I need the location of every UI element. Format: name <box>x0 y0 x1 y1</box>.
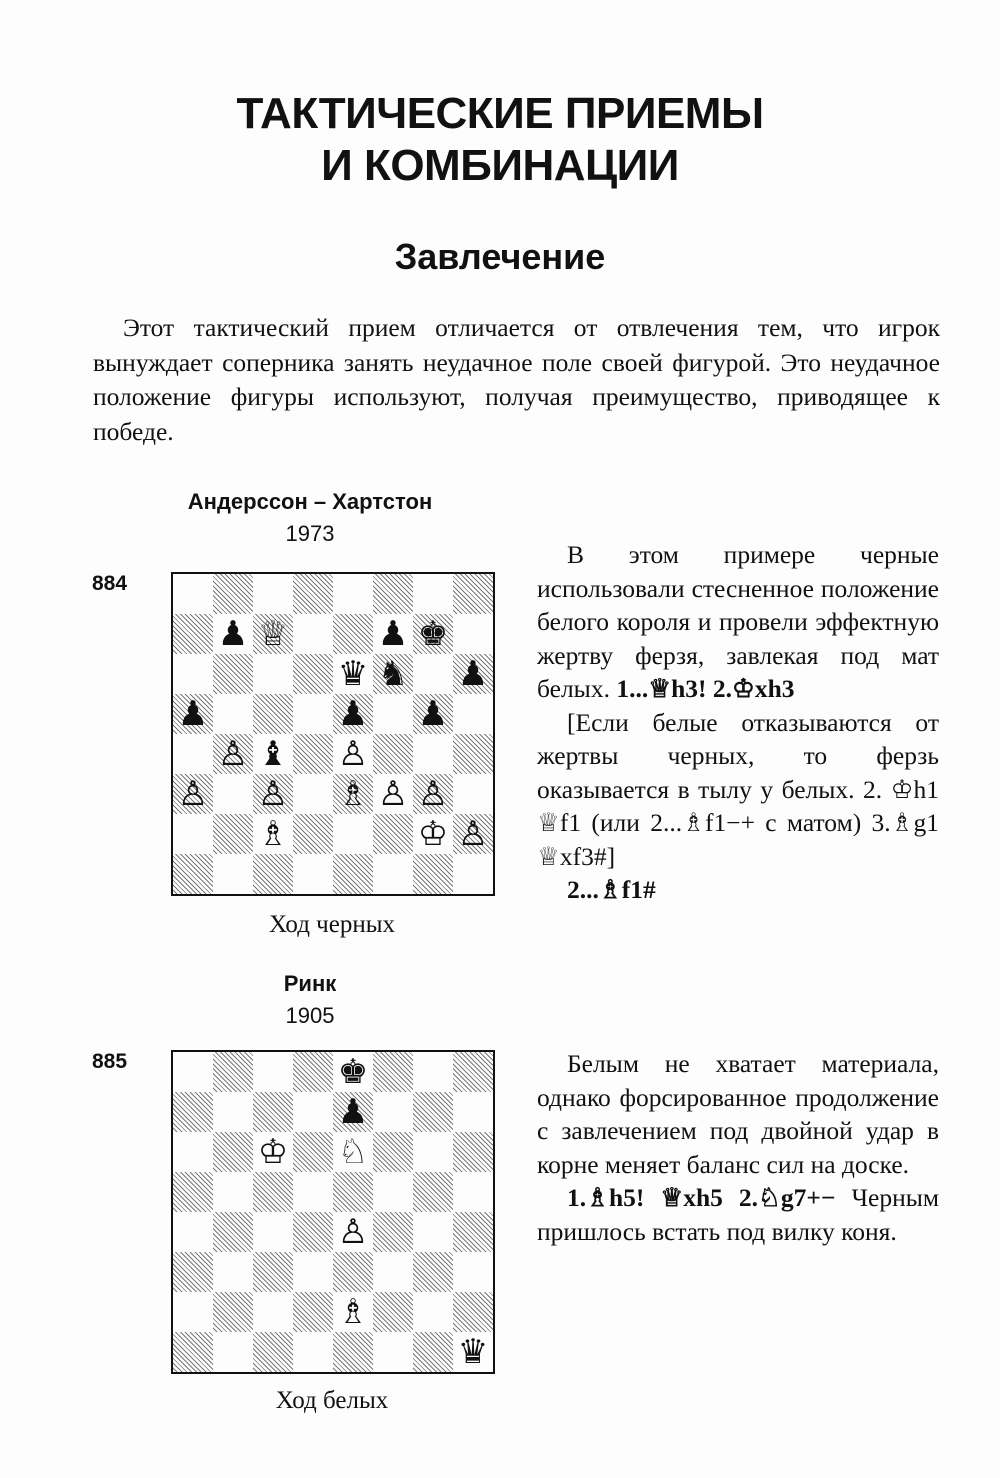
piece-glyph: ♟ <box>177 694 209 734</box>
board-square-c1 <box>253 1332 293 1372</box>
board-square-d2 <box>293 1292 333 1332</box>
chess-piece-b4 <box>213 734 253 774</box>
board-square-g6 <box>413 1132 453 1172</box>
piece-glyph: ♙ <box>337 1212 369 1252</box>
piece-glyph: ♟ <box>457 654 489 694</box>
board-square-e1 <box>333 854 373 894</box>
board-square-g1 <box>413 1332 453 1372</box>
board-square-c7 <box>253 1092 293 1132</box>
board-square-b2 <box>213 1292 253 1332</box>
game-header-884 <box>100 486 520 550</box>
piece-glyph: ♙ <box>417 774 449 814</box>
chess-piece-h1 <box>453 1332 493 1372</box>
board-square-b6 <box>213 654 253 694</box>
chess-piece-g3 <box>413 774 453 814</box>
chess-piece-c7 <box>253 614 293 654</box>
board-square-h8 <box>453 1052 493 1092</box>
piece-glyph: ♛ <box>337 654 369 694</box>
board-square-h7 <box>453 614 493 654</box>
board-square-h6 <box>453 1132 493 1172</box>
game-year: 1973 <box>285 521 335 546</box>
piece-glyph: ♝ <box>257 734 289 774</box>
board-square-f3 <box>373 1252 413 1292</box>
piece-glyph: ♗ <box>337 774 369 814</box>
chess-piece-e2 <box>333 1292 373 1332</box>
board-square-e1 <box>333 1332 373 1372</box>
board-square-f2 <box>373 1292 413 1332</box>
commentary-paragraph <box>537 1181 939 1248</box>
board-square-g5 <box>413 1172 453 1212</box>
piece-glyph: ♙ <box>217 734 249 774</box>
board-square-a1 <box>173 1332 213 1372</box>
board-square-g8 <box>413 1052 453 1092</box>
piece-glyph: ♘ <box>337 1132 369 1172</box>
game-players: Андерссон – Хартстон <box>187 489 433 514</box>
board-square-d7 <box>293 1092 333 1132</box>
chess-piece-f3 <box>373 774 413 814</box>
board-square-d6 <box>293 654 333 694</box>
board-square-c5 <box>253 1172 293 1212</box>
board-square-f5 <box>373 1172 413 1212</box>
board-square-h5 <box>453 694 493 734</box>
board-square-d2 <box>293 814 333 854</box>
board-square-d6 <box>293 1132 333 1172</box>
board-square-f2 <box>373 814 413 854</box>
board-square-a7 <box>173 1092 213 1132</box>
commentary-884 <box>537 538 939 907</box>
board-square-f8 <box>373 574 413 614</box>
board-square-b3 <box>213 774 253 814</box>
board-square-f6 <box>373 1132 413 1172</box>
board-square-d4 <box>293 1212 333 1252</box>
chess-piece-c6 <box>253 1132 293 1172</box>
game-year: 1905 <box>285 1003 335 1028</box>
chess-piece-b7 <box>213 614 253 654</box>
chess-piece-h6 <box>453 654 493 694</box>
chess-piece-e4 <box>333 734 373 774</box>
board-square-b7 <box>213 1092 253 1132</box>
board-square-h1 <box>453 854 493 894</box>
piece-glyph: ♚ <box>417 614 449 654</box>
chess-piece-c3 <box>253 774 293 814</box>
board-square-c3 <box>253 1252 293 1292</box>
piece-glyph: ♗ <box>337 1292 369 1332</box>
game-players: Ринк <box>283 971 337 996</box>
board-square-d5 <box>293 1172 333 1212</box>
board-square-d1 <box>293 1332 333 1372</box>
title-line-2: И КОМБИНАЦИИ <box>321 141 679 190</box>
piece-glyph: ♙ <box>257 774 289 814</box>
piece-glyph: ♟ <box>337 1092 369 1132</box>
commentary-text: В этом примере черные использовали стесненное положение белого короля и провели эффектную жертву ферзя, завлекая под мат белых. <box>537 540 939 703</box>
chess-piece-e3 <box>333 774 373 814</box>
board-square-a8 <box>173 574 213 614</box>
board-square-f1 <box>373 854 413 894</box>
board-square-d1 <box>293 854 333 894</box>
board-square-b1 <box>213 854 253 894</box>
board-square-f1 <box>373 1332 413 1372</box>
board-square-d8 <box>293 1052 333 1092</box>
board-square-d5 <box>293 694 333 734</box>
chess-piece-c4 <box>253 734 293 774</box>
board-square-f4 <box>373 734 413 774</box>
diagram-number: 885 <box>92 1050 128 1073</box>
board-square-a2 <box>173 1292 213 1332</box>
chess-piece-e6 <box>333 1132 373 1172</box>
chess-piece-c2 <box>253 814 293 854</box>
piece-glyph: ♟ <box>417 694 449 734</box>
board-square-e5 <box>333 1172 373 1212</box>
title-line-1: ТАКТИЧЕСКИЕ ПРИЕМЫ <box>236 89 764 138</box>
move-notation <box>537 873 939 907</box>
diagram-caption: Ход белых <box>275 1387 389 1414</box>
board-square-c8 <box>253 1052 293 1092</box>
board-square-h3 <box>453 1252 493 1292</box>
board-square-f4 <box>373 1212 413 1252</box>
piece-glyph: ♙ <box>177 774 209 814</box>
board-square-a5 <box>173 1172 213 1212</box>
commentary-paragraph <box>537 538 939 706</box>
diagram-caption: Ход черных <box>268 911 396 938</box>
board-square-a6 <box>173 654 213 694</box>
commentary-paragraph: Белым не хватает материала, однако форсированное продолжение с завлечением под двойной удар в корне меняет баланс сил на доске. <box>537 1049 939 1179</box>
board-square-d3 <box>293 774 333 814</box>
board-square-d3 <box>293 1252 333 1292</box>
game-header-885 <box>100 968 520 1032</box>
piece-glyph: ♙ <box>377 774 409 814</box>
move-notation: 1...♕h3! 2.♔xh3 <box>616 674 795 703</box>
chess-piece-h2 <box>453 814 493 854</box>
piece-glyph: ♚ <box>337 1052 369 1092</box>
board-square-b6 <box>213 1132 253 1172</box>
board-square-b2 <box>213 814 253 854</box>
piece-glyph: ♙ <box>337 734 369 774</box>
commentary-885 <box>537 1047 939 1248</box>
chess-piece-e4 <box>333 1212 373 1252</box>
chess-piece-g7 <box>413 614 453 654</box>
board-square-d4 <box>293 734 333 774</box>
board-square-h3 <box>453 774 493 814</box>
board-square-e8 <box>333 574 373 614</box>
board-square-c4 <box>253 1212 293 1252</box>
board-grid <box>173 1052 493 1372</box>
section-subtitle: Завлечение <box>394 236 606 277</box>
intro-text: Этот тактический прием отличается от отвлечения тем, что игрок вынуждает соперника занять неудачное поле своей фигурой. Это неудачное положение фигуры используют, получая преимущество, приводящее к победе. <box>93 313 940 446</box>
piece-glyph: ♟ <box>377 614 409 654</box>
board-square-c1 <box>253 854 293 894</box>
chess-piece-g2 <box>413 814 453 854</box>
move-notation: 1.♗h5! ♕xh5 2.♘g7+− <box>567 1183 836 1212</box>
piece-glyph: ♔ <box>417 814 449 854</box>
board-square-f5 <box>373 694 413 734</box>
page-title <box>0 88 1000 192</box>
board-square-g7 <box>413 1092 453 1132</box>
chess-piece-a5 <box>173 694 213 734</box>
board-square-g8 <box>413 574 453 614</box>
board-square-b1 <box>213 1332 253 1372</box>
board-square-b4 <box>213 1212 253 1252</box>
chess-board-884 <box>171 572 495 896</box>
board-square-g1 <box>413 854 453 894</box>
board-square-a4 <box>173 734 213 774</box>
board-square-a1 <box>173 854 213 894</box>
board-square-a6 <box>173 1132 213 1172</box>
chess-piece-g5 <box>413 694 453 734</box>
chess-piece-e8 <box>333 1052 373 1092</box>
board-grid <box>173 574 493 894</box>
board-square-e7 <box>333 614 373 654</box>
piece-glyph: ♟ <box>337 694 369 734</box>
piece-glyph: ♗ <box>257 814 289 854</box>
board-square-g3 <box>413 1252 453 1292</box>
board-square-b5 <box>213 1172 253 1212</box>
board-square-b8 <box>213 574 253 614</box>
board-square-e3 <box>333 1252 373 1292</box>
chess-piece-e7 <box>333 1092 373 1132</box>
piece-glyph: ♞ <box>377 654 409 694</box>
board-square-a7 <box>173 614 213 654</box>
piece-glyph: ♟ <box>217 614 249 654</box>
board-square-b5 <box>213 694 253 734</box>
chess-piece-f7 <box>373 614 413 654</box>
chess-piece-e5 <box>333 694 373 734</box>
board-square-g4 <box>413 734 453 774</box>
piece-glyph: ♛ <box>457 1332 489 1372</box>
board-square-h5 <box>453 1172 493 1212</box>
board-square-g6 <box>413 654 453 694</box>
board-square-a4 <box>173 1212 213 1252</box>
board-square-c2 <box>253 1292 293 1332</box>
board-square-f8 <box>373 1052 413 1092</box>
board-square-c5 <box>253 694 293 734</box>
chess-piece-e6 <box>333 654 373 694</box>
board-square-b8 <box>213 1052 253 1092</box>
board-square-c6 <box>253 654 293 694</box>
board-square-h4 <box>453 1212 493 1252</box>
board-square-g2 <box>413 1292 453 1332</box>
commentary-text: Черным пришлось встать под вилку коня. <box>537 1183 940 1246</box>
board-square-a2 <box>173 814 213 854</box>
chess-piece-a3 <box>173 774 213 814</box>
board-square-a3 <box>173 1252 213 1292</box>
board-square-d8 <box>293 574 333 614</box>
board-square-c8 <box>253 574 293 614</box>
piece-glyph: ♕ <box>257 614 289 654</box>
chess-piece-f6 <box>373 654 413 694</box>
diagram-number: 884 <box>92 572 128 595</box>
board-square-b3 <box>213 1252 253 1292</box>
board-square-h8 <box>453 574 493 614</box>
board-square-h4 <box>453 734 493 774</box>
board-square-g4 <box>413 1212 453 1252</box>
board-square-e2 <box>333 814 373 854</box>
board-square-h7 <box>453 1092 493 1132</box>
board-square-d7 <box>293 614 333 654</box>
board-square-f7 <box>373 1092 413 1132</box>
move-text: 2...♗f1# <box>567 875 656 904</box>
intro-paragraph <box>93 311 940 449</box>
board-square-a8 <box>173 1052 213 1092</box>
commentary-paragraph: [Если белые отказываются от жертвы черных, то ферзь оказывается в тылу у белых. 2. ♔h1 ♕f1 (или 2...♗f1−+ с матом) 3.♗g1 ♕xf3#] <box>537 707 939 871</box>
board-square-h2 <box>453 1292 493 1332</box>
piece-glyph: ♔ <box>257 1132 289 1172</box>
piece-glyph: ♙ <box>457 814 489 854</box>
chess-board-885 <box>171 1050 495 1374</box>
